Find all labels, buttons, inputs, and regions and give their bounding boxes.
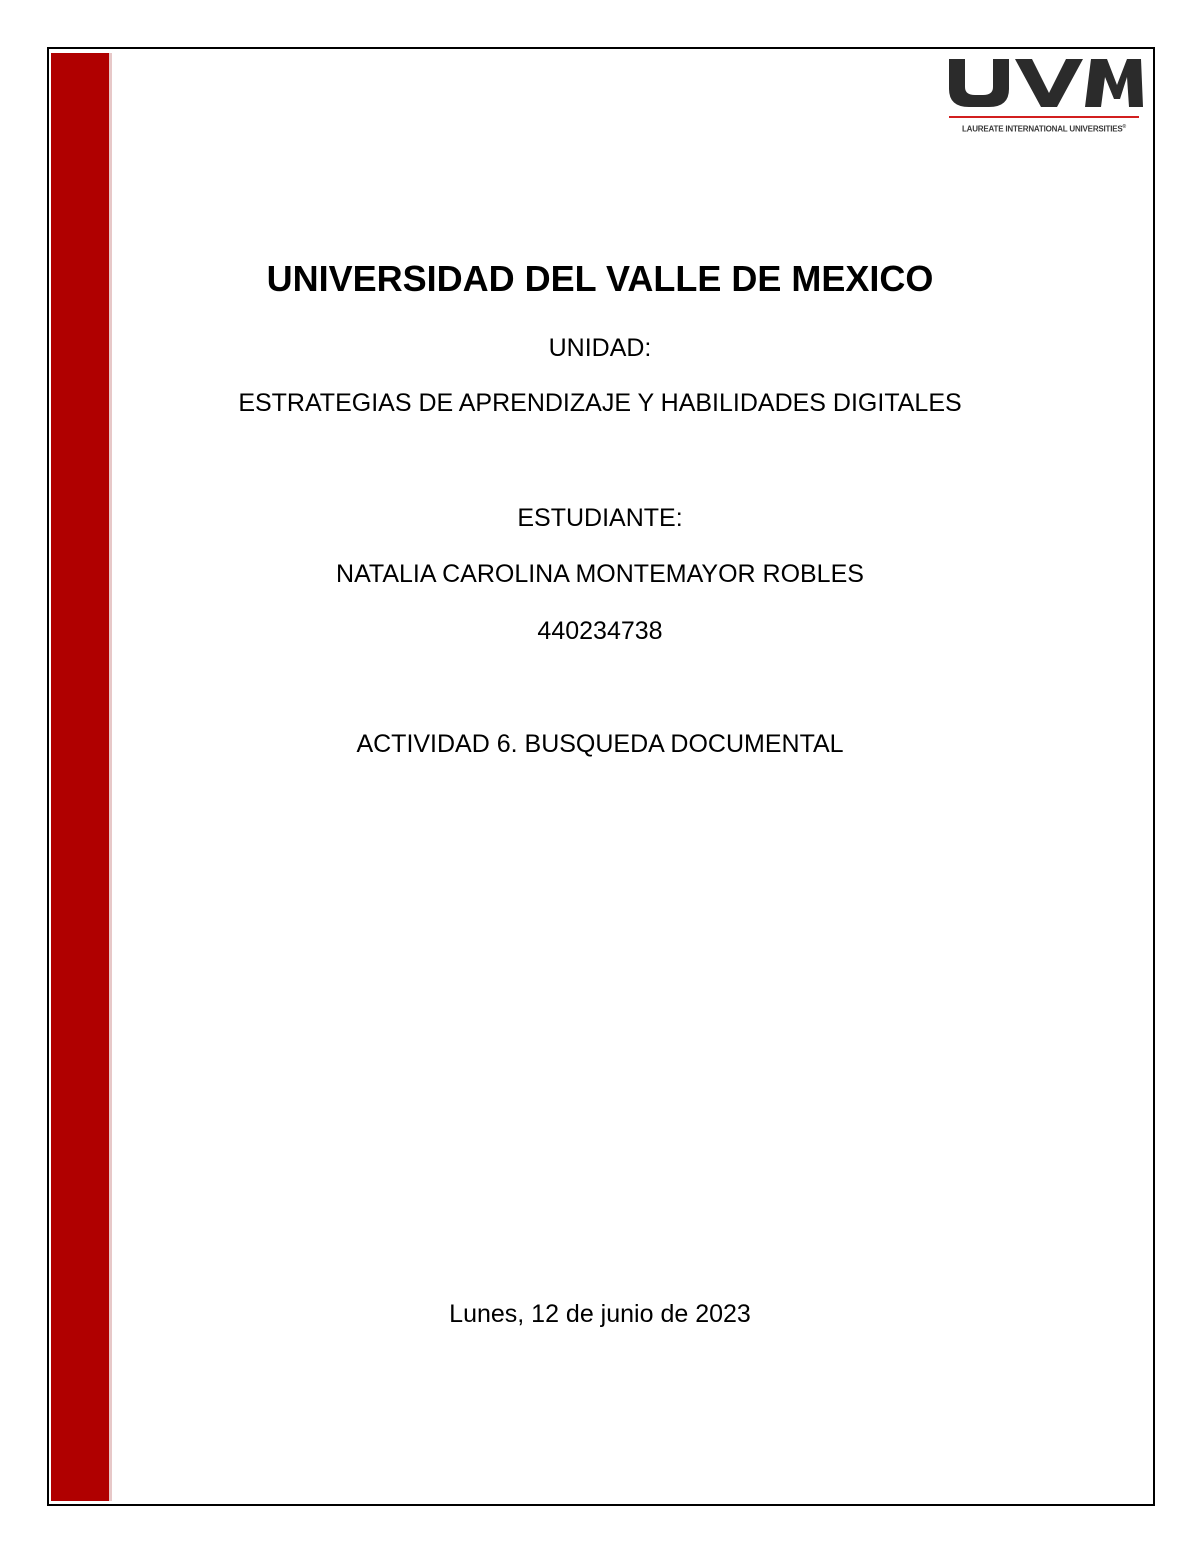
uvm-logo [945,55,1145,135]
student-name: NATALIA CAROLINA MONTEMAYOR ROBLES [336,560,864,588]
logo-subtitle: LAUREATE INTERNATIONAL UNIVERSITIES® [961,124,1127,134]
unit-value: ESTRATEGIAS DE APRENDIZAJE Y HABILIDADES DIGITALES [238,389,962,417]
university-title: UNIVERSIDAD DEL VALLE DE MEXICO [266,258,934,299]
student-id: 440234738 [537,617,663,645]
unit-label: UNIDAD: [548,334,652,362]
activity-title: ACTIVIDAD 6. BUSQUEDA DOCUMENTAL [356,730,844,758]
student-label: ESTUDIANTE: [517,504,683,532]
date-line: Lunes, 12 de junio de 2023 [449,1300,751,1328]
logo-red-rule [949,116,1139,118]
uvm-logo-mark [945,55,1143,109]
